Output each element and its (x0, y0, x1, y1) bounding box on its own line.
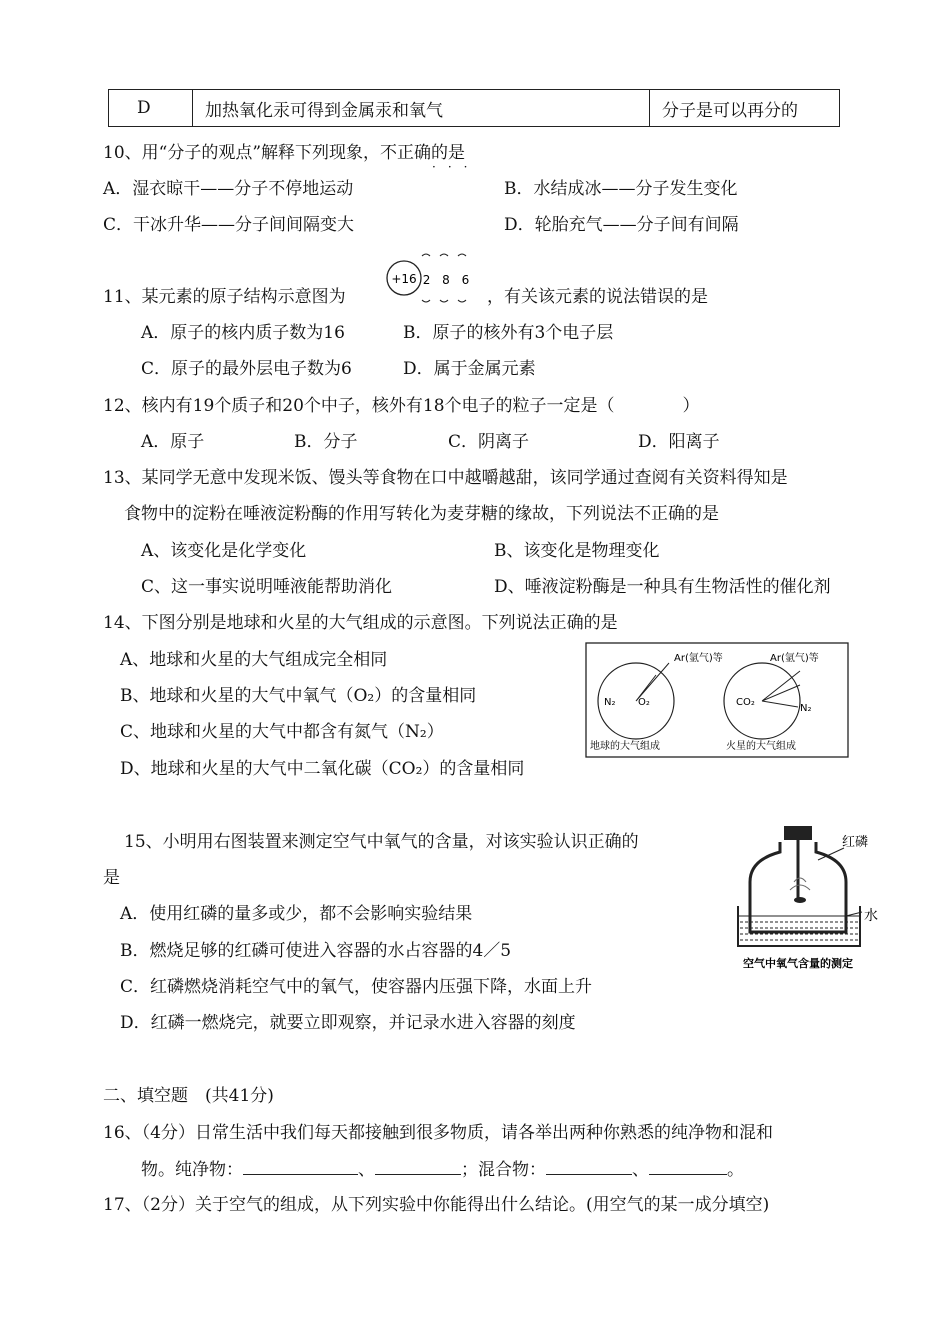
q14-option-c: C、地球和火星的大气中都含有氮气（N₂） (120, 722, 444, 742)
q14-option-b: B、地球和火星的大气中氧气（O₂）的含量相同 (120, 686, 477, 706)
water-label: 水 (864, 908, 878, 924)
q15-option-c: C．红磷燃烧消耗空气中的氧气，使容器内压强下降，水面上升 (120, 977, 593, 997)
q13-stem-line2: 食物中的淀粉在唾液淀粉酶的作用写转化为麦芽糖的缘故，下列说法不正确的是 (124, 504, 719, 524)
answer-table-row (108, 89, 840, 127)
q13-option-c: C、这一事实说明唾液能帮助消化 (141, 577, 393, 597)
row-conclusion: 分子是可以再分的 (662, 100, 798, 121)
apparatus-caption: 空气中氧气含量的测定 (743, 957, 853, 970)
earth-o2-label: O₂ (638, 697, 650, 708)
table-divider (192, 90, 193, 126)
q12-stem: 12、核内有19个质子和20个中子，核外有18个电子的粒子一定是（ ） (103, 396, 700, 416)
separator: 、 (632, 1160, 649, 1180)
earth-caption: 地球的大气组成 (590, 741, 660, 752)
q12-option-c: C．阴离子 (448, 432, 530, 452)
q17-stem: 17、（2分）关于空气的组成，从下列实验中你能得出什么结论。(用空气的某一成分填空) (103, 1195, 770, 1215)
q11-option-d: D．属于金属元素 (403, 359, 536, 379)
q11-option-a: A．原子的核内质子数为16 (141, 323, 345, 343)
atom-structure-diagram (378, 248, 488, 310)
q10-option-b: B．水结成冰——分子发生变化 (504, 179, 738, 199)
q11-option-b: B．原子的核外有3个电子层 (403, 323, 614, 343)
q13-stem-line1: 13、某同学无意中发现米饭、馒头等食物在口中越嚼越甜，该同学通过查阅有关资料得知是 (103, 468, 788, 488)
q10-option-a: A．湿衣晾干——分子不停地运动 (103, 179, 354, 199)
oxygen-measurement-apparatus (720, 820, 880, 972)
q11-stem-before: 11、某元素的原子结构示意图为 (103, 287, 346, 307)
phosphorus-label: 红磷 (842, 835, 869, 850)
pure-substance-label: 物。纯净物： (141, 1160, 243, 1180)
q15-stem-line2: 是 (103, 868, 120, 888)
separator: 、 (358, 1160, 375, 1180)
q16-line2 (141, 1158, 744, 1181)
section2-title: 二、填空题 (共41分) (103, 1086, 274, 1106)
q14-option-a: A、地球和火星的大气组成完全相同 (120, 650, 388, 670)
q12-option-a: A．原子 (141, 432, 205, 452)
q10-option-c: C．干冰升华——分子间间隔变大 (103, 215, 355, 235)
q13-option-a: A、该变化是化学变化 (141, 541, 307, 561)
earth-ar-label: Ar(氩气)等 (674, 653, 723, 664)
q16-line1: 16、（4分）日常生活中我们每天都接触到很多物质，请各举出两种你熟悉的纯净物和混和 (103, 1123, 773, 1143)
q13-option-b: B、该变化是物理变化 (494, 541, 660, 561)
q14-option-d: D、地球和火星的大气中二氧化碳（CO₂）的含量相同 (120, 759, 525, 779)
pure-blank-2[interactable] (375, 1158, 461, 1175)
q13-option-d: D、唾液淀粉酶是一种具有生物活性的催化剂 (494, 577, 831, 597)
mars-ar-label: Ar(氩气)等 (770, 653, 819, 664)
table-divider (649, 90, 650, 126)
q10-option-d: D．轮胎充气——分子间有间隔 (504, 215, 739, 235)
mixture-blank-1[interactable] (546, 1158, 632, 1175)
earth-n2-label: N₂ (604, 697, 616, 708)
q15-option-b: B．燃烧足够的红磷可使进入容器的水占容器的4／5 (120, 941, 512, 961)
atmosphere-composition-figure (584, 641, 850, 761)
row-phenomenon: 加热氧化汞可得到金属汞和氧气 (205, 100, 443, 121)
mixture-label: ；混合物： (461, 1160, 546, 1180)
nucleus-label: +16 (391, 272, 417, 286)
mars-co2-label: CO₂ (736, 697, 755, 708)
q11-option-c: C．原子的最外层电子数为6 (141, 359, 352, 379)
pure-blank-1[interactable] (243, 1158, 358, 1175)
emphasis-dots: ··· (432, 160, 480, 174)
q12-option-b: B．分子 (294, 432, 358, 452)
q15-stem-line1: 15、小明用右图装置来测定空气中氧气的含量，对该实验认识正确的 (124, 832, 639, 852)
mars-caption: 火星的大气组成 (726, 741, 796, 752)
electron-shells-label: 2 8 6 (422, 273, 474, 287)
q14-stem: 14、下图分别是地球和火星的大气组成的示意图。下列说法正确的是 (103, 613, 618, 633)
mars-n2-label: N₂ (800, 703, 812, 714)
q15-option-a: A．使用红磷的量多或少，都不会影响实验结果 (120, 904, 473, 924)
q12-option-d: D．阳离子 (638, 432, 720, 452)
period: 。 (727, 1160, 744, 1180)
q11-stem-after: ，有关该元素的说法错误的是 (487, 287, 708, 307)
q15-option-d: D．红磷一燃烧完，就要立即观察，并记录水进入容器的刻度 (120, 1013, 576, 1033)
mixture-blank-2[interactable] (649, 1158, 727, 1175)
q10-stem: 10、用“分子的观点”解释下列现象，不正确的是 (103, 143, 466, 163)
row-label: D (137, 98, 151, 118)
